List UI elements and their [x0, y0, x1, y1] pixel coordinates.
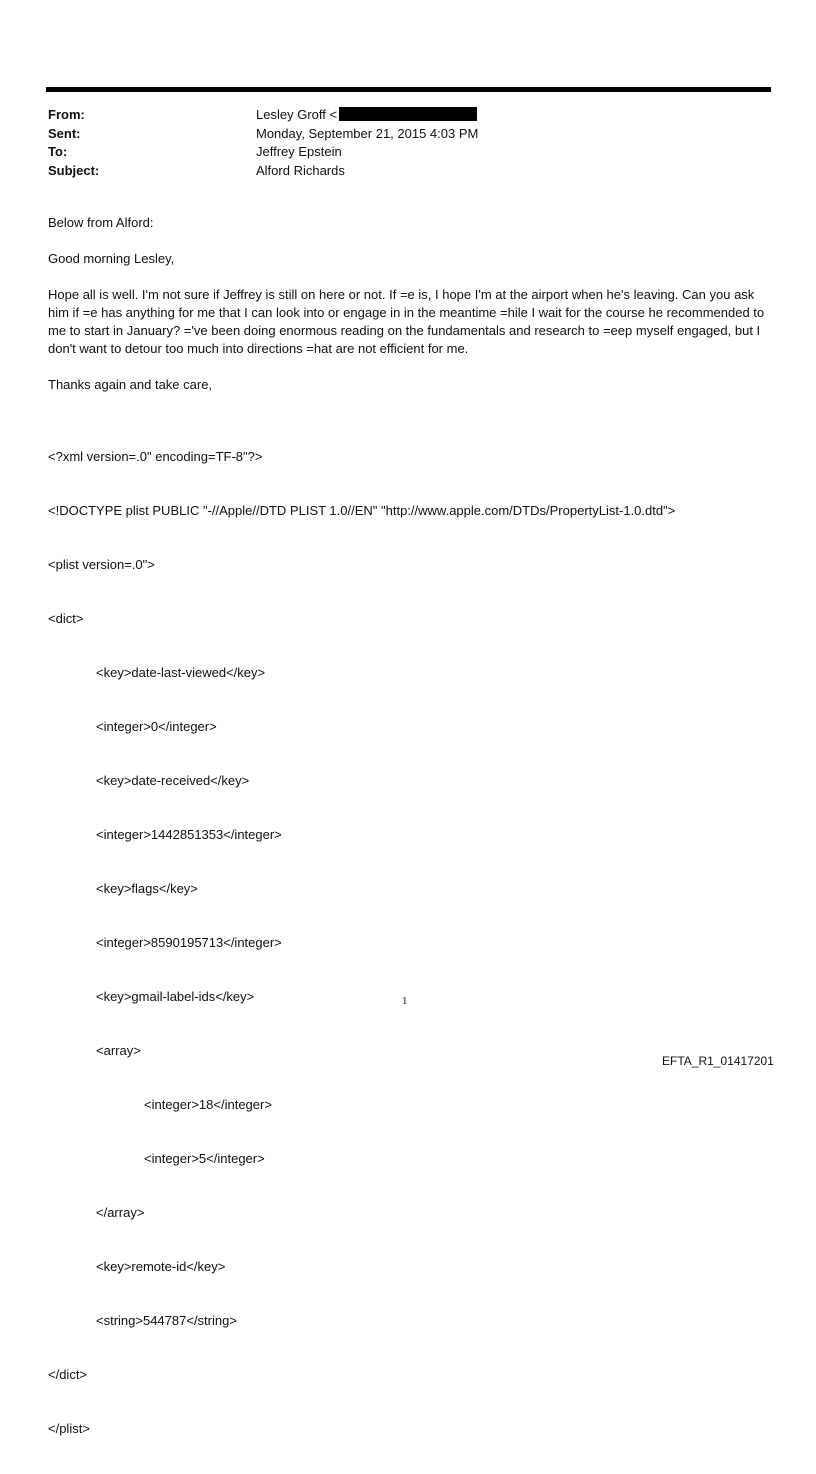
plist-line: <integer>8590195713</integer>	[96, 935, 282, 950]
plist-line: <dict>	[48, 611, 84, 626]
page-number: 1	[402, 995, 408, 1007]
plist-line: <key>remote-id</key>	[96, 1259, 226, 1274]
to-label: To:	[48, 144, 68, 159]
plist-line: <key>date-received</key>	[96, 773, 250, 788]
plist-line: <key>flags</key>	[96, 881, 198, 896]
subject-label: Subject:	[48, 162, 100, 178]
plist-line: <plist version=.0">	[48, 557, 155, 572]
email-body	[48, 214, 772, 1474]
plist-line: </plist>	[48, 1421, 90, 1436]
document-id: EFTA_R1_01417201	[662, 1054, 774, 1068]
sent-value: Monday, September 21, 2015 4:03 PM	[256, 125, 479, 141]
from-name: Lesley Groff <	[256, 107, 338, 122]
header-rule	[46, 87, 771, 92]
redaction-box	[339, 107, 477, 121]
plist-line: </dict>	[48, 1367, 88, 1382]
from-value	[256, 106, 477, 125]
plist-line: </array>	[96, 1205, 145, 1220]
body-paragraph: Hope all is well. I'm not sure if Jeffrey is still on here or not. If =e is, I hope I'm at the airport when he's leaving. Can you ask him if =e has anything for me that I can look into or engage in in the meantime =hile I wait for the course he recommended to me to start in January? ='ve been doing enormous reading on the fundamentals and research to =eep myself engaged, but I don't want to detour too much into directions =hat are not efficient for me.	[48, 287, 765, 356]
sent-row	[48, 125, 748, 144]
plist-block	[48, 412, 772, 1474]
subject-value: Alford Richards	[256, 162, 345, 178]
email-header	[48, 106, 748, 180]
body-greeting: Good morning Lesley,	[48, 251, 175, 266]
plist-line: <string>544787</string>	[96, 1313, 237, 1328]
plist-line: <integer>5</integer>	[144, 1151, 265, 1166]
plist-line: <array>	[96, 1043, 141, 1058]
to-value: Jeffrey Epstein	[256, 144, 342, 159]
plist-line: <integer>0</integer>	[96, 719, 217, 734]
body-intro: Below from Alford:	[48, 215, 154, 230]
plist-line: <key>date-last-viewed</key>	[96, 665, 266, 680]
plist-line: <integer>18</integer>	[144, 1097, 272, 1112]
plist-line: <!DOCTYPE plist PUBLIC "-//Apple//DTD PLIST 1.0//EN" "http://www.apple.com/DTDs/PropertyList-1.0.dtd">	[48, 503, 676, 518]
plist-line: <key>gmail-label-ids</key>	[96, 989, 255, 1004]
from-label: From:	[48, 107, 85, 122]
subject-row	[48, 162, 748, 181]
plist-line: <?xml version=.0" encoding=TF-8"?>	[48, 449, 263, 464]
plist-line: <integer>1442851353</integer>	[96, 827, 282, 842]
to-row	[48, 143, 748, 162]
from-row	[48, 106, 748, 125]
sent-label: Sent:	[48, 125, 81, 141]
body-closing: Thanks again and take care,	[48, 377, 213, 392]
